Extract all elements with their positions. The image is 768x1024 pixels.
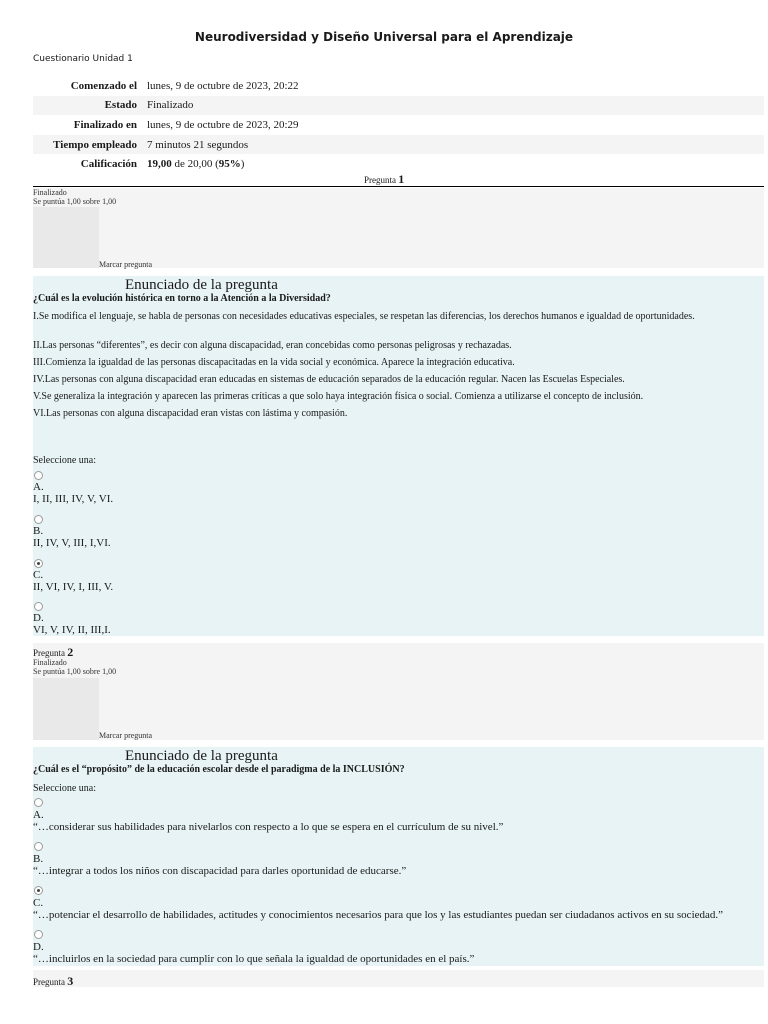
summary-label: Comenzado el (70, 79, 137, 92)
question-word: Pregunta (364, 175, 396, 185)
question-word: Pregunta (33, 648, 65, 658)
summary-row-time (33, 135, 764, 155)
statement-5: V.Se generaliza la integración y aparecen las primeras críticas a que solo haya integración física o social. Comienza a utilizarse el concepto de inclusión. (33, 391, 644, 402)
flag-question-link[interactable]: Marcar pregunta (99, 260, 153, 269)
option-d-radio[interactable] (34, 930, 43, 939)
question-number: 2 (67, 645, 74, 659)
option-a-text[interactable]: “…considerar sus habilidades para nivelarlos con respecto a lo que se espera en el currículum de su nivel.” (33, 821, 504, 833)
question-text: ¿Cuál es el “propósito” de la educación escolar desde el paradigma de la INCLUSIÓN? (33, 764, 405, 775)
quiz-name: Cuestionario Unidad 1 (33, 54, 133, 64)
summary-label: Estado (33, 96, 147, 116)
option-c-radio[interactable] (34, 559, 43, 568)
question-2-info (33, 643, 764, 740)
option-b-text[interactable]: II, IV, V, III, I,VI. (33, 537, 111, 549)
question-number: 1 (398, 172, 405, 186)
option-d-radio[interactable] (34, 602, 43, 611)
option-b-text[interactable]: “…integrar a todos los niños con discapacidad para darles oportunidad de educarse.” (33, 865, 407, 877)
statement-2: II.Las personas “diferentes”, es decir con alguna discapacidad, eran concebidas como personas peligrosas y rechazadas. (33, 340, 512, 351)
content-heading: Enunciado de la pregunta (125, 277, 278, 293)
option-b-letter: B. (33, 525, 44, 537)
option-a-letter: A. (33, 809, 44, 821)
grade-score: 19,00 (147, 158, 172, 171)
summary-label: Tiempo empleado (33, 135, 147, 155)
option-b-radio[interactable] (34, 515, 43, 524)
info-gray-block (33, 678, 99, 740)
question-text: ¿Cuál es la evolución histórica en torno a la Atención a la Diversidad? (33, 293, 331, 304)
option-a-radio[interactable] (34, 798, 43, 807)
summary-label: Finalizado en (73, 118, 137, 131)
option-a-letter: A. (33, 481, 44, 493)
statement-1: I.Se modifica el lenguaje, se habla de personas con necesidades educativas especiales, se respetan las diferencias, los derechos humanos e igualdad de oportunidades. (33, 311, 695, 322)
summary-value: Finalizado (147, 96, 764, 116)
option-d-text[interactable]: “…incluirlos en la sociedad para cumplir con lo que señala la igualdad de oportunidades en el país.” (33, 953, 475, 965)
select-one-label: Seleccione una: (33, 783, 97, 794)
statement-4: IV.Las personas con alguna discapacidad eran educadas en sistemas de educación separados de la educación regular. Nacen las Escuelas Especiales. (33, 374, 625, 385)
question-status: Finalizado (33, 658, 67, 667)
question-2-content (33, 747, 764, 966)
option-c-text[interactable]: “…potenciar el desarrollo de habilidades, actitudes y conocimientos necesarios para que los y las estudiantes puedan ser ciudadanos activos en su sociedad.” (33, 909, 724, 921)
question-3-info (33, 970, 764, 987)
summary-value: 7 minutos 21 segundos (147, 135, 764, 155)
option-a-radio[interactable] (34, 471, 43, 480)
summary-row-started (33, 76, 764, 96)
question-points: Se puntúa 1,00 sobre 1,00 (33, 197, 117, 206)
divider (33, 186, 764, 187)
option-c-text[interactable]: II, VI, IV, I, III, V. (33, 581, 114, 593)
summary-value: lunes, 9 de octubre de 2023, 20:22 (147, 79, 299, 92)
question-3-label (33, 974, 73, 989)
content-heading: Enunciado de la pregunta (125, 748, 278, 764)
summary-row-state (33, 96, 764, 116)
question-number: 3 (67, 974, 74, 988)
attempt-summary-table (33, 76, 764, 174)
option-b-radio[interactable] (34, 842, 43, 851)
select-one-label: Seleccione una: (33, 455, 97, 466)
grade-close: ) (240, 158, 245, 171)
question-1-info (33, 188, 764, 268)
flag-question-link[interactable]: Marcar pregunta (99, 731, 153, 740)
grade-of: de 20,00 ( (174, 158, 219, 171)
option-b-letter: B. (33, 853, 44, 865)
grade-percent: 95% (218, 158, 241, 171)
question-status: Finalizado (33, 188, 67, 197)
option-d-text[interactable]: VI, V, IV, II, III,I. (33, 624, 111, 636)
question-1-content (33, 276, 764, 636)
page-title: Neurodiversidad y Diseño Universal para el Aprendizaje (194, 30, 574, 44)
statement-6: VI.Las personas con alguna discapacidad eran vistas con lástima y compasión. (33, 408, 348, 419)
summary-value: lunes, 9 de octubre de 2023, 20:29 (147, 118, 299, 131)
question-points: Se puntúa 1,00 sobre 1,00 (33, 667, 117, 676)
summary-value (147, 154, 764, 174)
info-gray-block (33, 207, 99, 268)
option-c-letter: C. (33, 897, 44, 909)
option-d-letter: D. (33, 941, 44, 953)
statement-3: III.Comienza la igualdad de las personas discapacitadas en la vida social y económica. Aparece la integración educativa. (33, 357, 515, 368)
option-c-letter: C. (33, 569, 44, 581)
summary-label: Calificación (80, 158, 137, 171)
summary-row-finished (33, 115, 764, 135)
option-a-text[interactable]: I, II, III, IV, V, VI. (33, 493, 114, 505)
question-1-label (364, 172, 404, 187)
option-c-radio[interactable] (34, 886, 43, 895)
question-word: Pregunta (33, 977, 65, 987)
option-d-letter: D. (33, 612, 44, 624)
